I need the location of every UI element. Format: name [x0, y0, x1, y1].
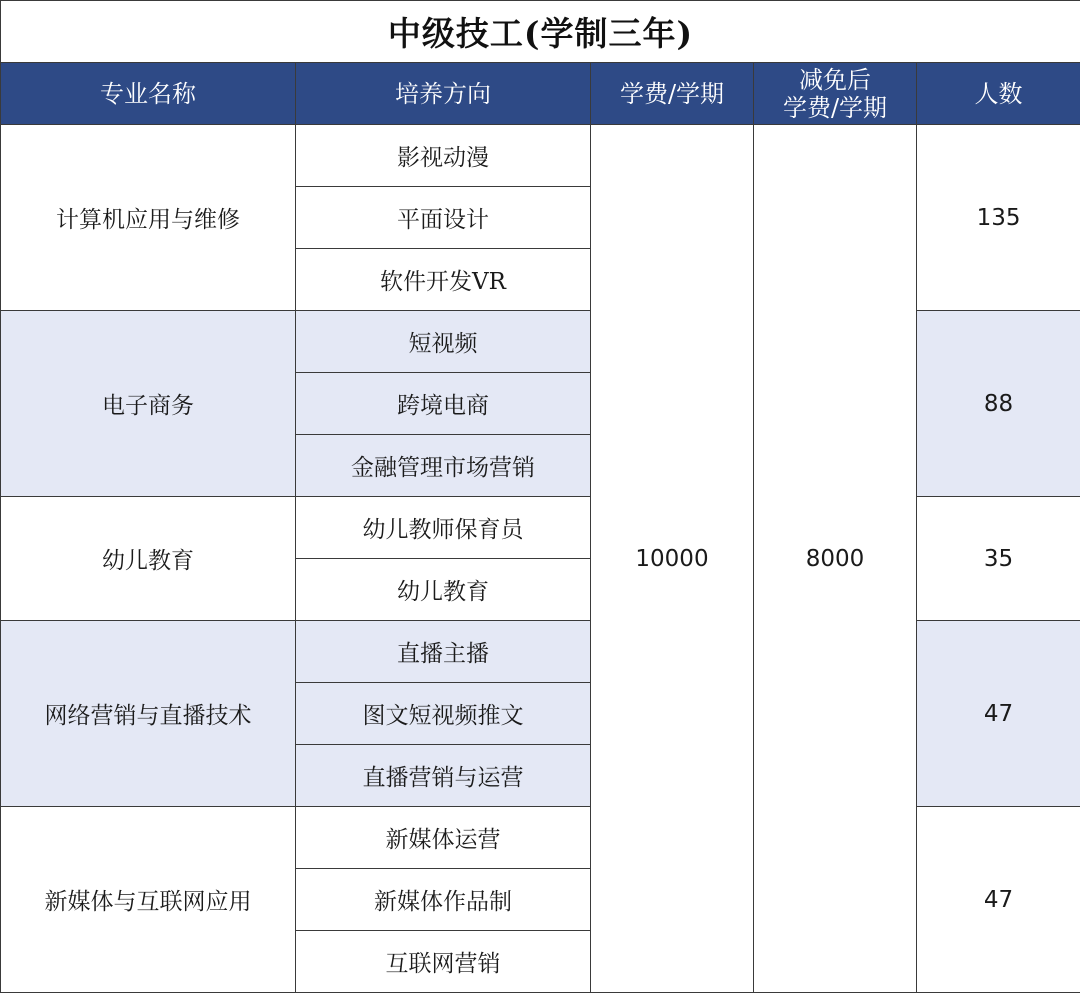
direction-cell: 新媒体作品制: [296, 869, 591, 931]
table-title: 中级技工(学制三年): [1, 1, 1080, 63]
direction-cell: 平面设计: [296, 187, 591, 249]
student-count: 135: [917, 125, 1080, 311]
header-count: 人数: [917, 63, 1080, 125]
student-count: 88: [917, 311, 1080, 497]
header-row: [1, 63, 1080, 125]
table-row: [1, 807, 1080, 869]
major-name: 新媒体与互联网应用: [1, 807, 296, 993]
student-count: 35: [917, 497, 1080, 621]
header-tuition: 学费/学期: [591, 63, 754, 125]
header-reduced-line1: 减免后: [799, 65, 871, 94]
major-name: 幼儿教育: [1, 497, 296, 621]
direction-cell: 跨境电商: [296, 373, 591, 435]
direction-cell: 幼儿教育: [296, 559, 591, 621]
direction-cell: 直播主播: [296, 621, 591, 683]
table-row: [1, 497, 1080, 559]
header-reduced-line2: 学费/学期: [782, 93, 888, 122]
major-name: 计算机应用与维修: [1, 125, 296, 311]
student-count: 47: [917, 621, 1080, 807]
student-count: 47: [917, 807, 1080, 993]
header-major: 专业名称: [1, 63, 296, 125]
direction-cell: 图文短视频推文: [296, 683, 591, 745]
major-name: 网络营销与直播技术: [1, 621, 296, 807]
direction-cell: 影视动漫: [296, 125, 591, 187]
major-name: 电子商务: [1, 311, 296, 497]
reduced-tuition-value: 8000: [754, 125, 917, 993]
header-reduced-tuition: [754, 63, 917, 125]
direction-cell: 短视频: [296, 311, 591, 373]
direction-cell: 直播营销与运营: [296, 745, 591, 807]
header-direction: 培养方向: [296, 63, 591, 125]
direction-cell: 幼儿教师保育员: [296, 497, 591, 559]
tuition-value: 10000: [591, 125, 754, 993]
table-row: [1, 621, 1080, 683]
direction-cell: 互联网营销: [296, 931, 591, 993]
direction-cell: 新媒体运营: [296, 807, 591, 869]
direction-cell: 金融管理市场营销: [296, 435, 591, 497]
table-row: [1, 125, 1080, 187]
direction-cell: 软件开发VR: [296, 249, 591, 311]
table-row: [1, 311, 1080, 373]
